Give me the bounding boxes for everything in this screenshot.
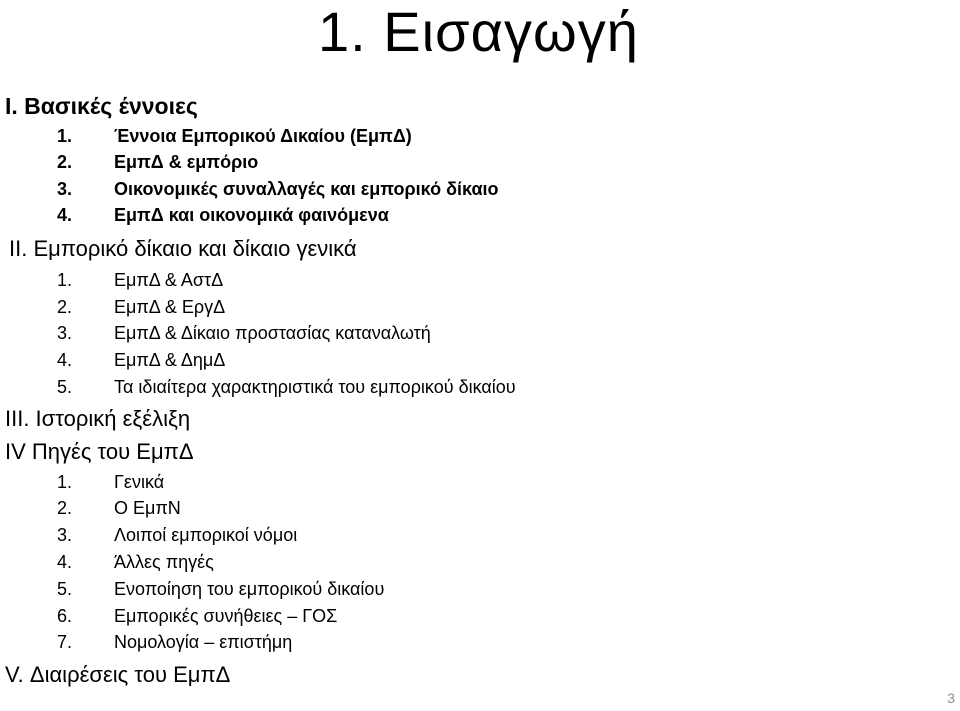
item-number: 2. — [57, 498, 73, 518]
section-4-item-5 — [57, 579, 384, 600]
item-text: ΕμπΔ & ΑστΔ — [114, 270, 224, 290]
item-number: 1. — [57, 270, 73, 290]
item-text: Οικονομικές συναλλαγές και εμπορικό δίκαιο — [114, 179, 499, 199]
section-heading-2: ΙΙ. Εμπορικό δίκαιο και δίκαιο γενικά — [9, 236, 357, 261]
item-number: 2. — [57, 152, 73, 172]
slide-title: 1. Εισαγωγή — [318, 0, 639, 63]
item-text: Εμπορικές συνήθειες – ΓΟΣ — [114, 606, 338, 626]
item-number: 4. — [57, 552, 73, 572]
item-text: ΕμπΔ & ΔημΔ — [114, 350, 226, 370]
section-heading-4: IV Πηγές του ΕμπΔ — [5, 439, 194, 464]
item-number: 7. — [57, 632, 73, 652]
item-number: 4. — [57, 350, 73, 370]
section-2-item-1 — [57, 270, 223, 291]
section-heading-5: V. Διαιρέσεις του ΕμπΔ — [5, 662, 231, 687]
section-4-item-3 — [57, 525, 297, 546]
section-2-item-3 — [57, 323, 431, 344]
item-number: 3. — [57, 323, 73, 343]
item-number: 3. — [57, 179, 73, 199]
item-text: Τα ιδιαίτερα χαρακτηριστικά του εμπορικού δικαίου — [114, 377, 516, 397]
item-text: ΕμπΔ & Δίκαιο προστασίας καταναλωτή — [114, 323, 431, 343]
section-4-item-1 — [57, 472, 164, 493]
item-text: Έννοια Εμπορικού Δικαίου (ΕμπΔ) — [114, 126, 412, 146]
section-heading-3: ΙΙΙ. Ιστορική εξέλιξη — [5, 406, 191, 431]
page-number: 3 — [947, 690, 955, 706]
item-text: Λοιποί εμπορικοί νόμοι — [114, 525, 298, 545]
section-2-item-5 — [57, 377, 516, 398]
section-1-item-1 — [57, 126, 412, 147]
item-text: ΕμπΔ και οικονομικά φαινόμενα — [114, 205, 389, 225]
section-4-item-2 — [57, 498, 181, 519]
item-text: Άλλες πηγές — [114, 552, 214, 572]
section-1-item-4 — [57, 205, 389, 226]
section-2-item-2 — [57, 297, 225, 318]
item-text: Ενοποίηση του εμπορικού δικαίου — [114, 579, 385, 599]
item-text: Γενικά — [114, 472, 165, 492]
item-number: 2. — [57, 297, 73, 317]
item-text: Νομολογία – επιστήμη — [114, 632, 293, 652]
section-2-item-4 — [57, 350, 225, 371]
section-1-item-2 — [57, 152, 258, 173]
item-number: 5. — [57, 579, 73, 599]
section-4-item-6 — [57, 606, 337, 627]
item-number: 4. — [57, 205, 73, 225]
item-number: 6. — [57, 606, 73, 626]
section-4-item-4 — [57, 552, 214, 573]
item-text: ΕμπΔ & ΕργΔ — [114, 297, 226, 317]
section-1-item-3 — [57, 179, 499, 200]
item-number: 1. — [57, 126, 73, 146]
section-heading-1: Ι. Βασικές έννοιες — [5, 93, 198, 119]
item-text: Ο ΕμπΝ — [114, 498, 181, 518]
section-4-item-7 — [57, 632, 292, 653]
item-number: 1. — [57, 472, 73, 492]
item-text: ΕμπΔ & εμπόριο — [114, 152, 259, 172]
item-number: 5. — [57, 377, 73, 397]
item-number: 3. — [57, 525, 73, 545]
